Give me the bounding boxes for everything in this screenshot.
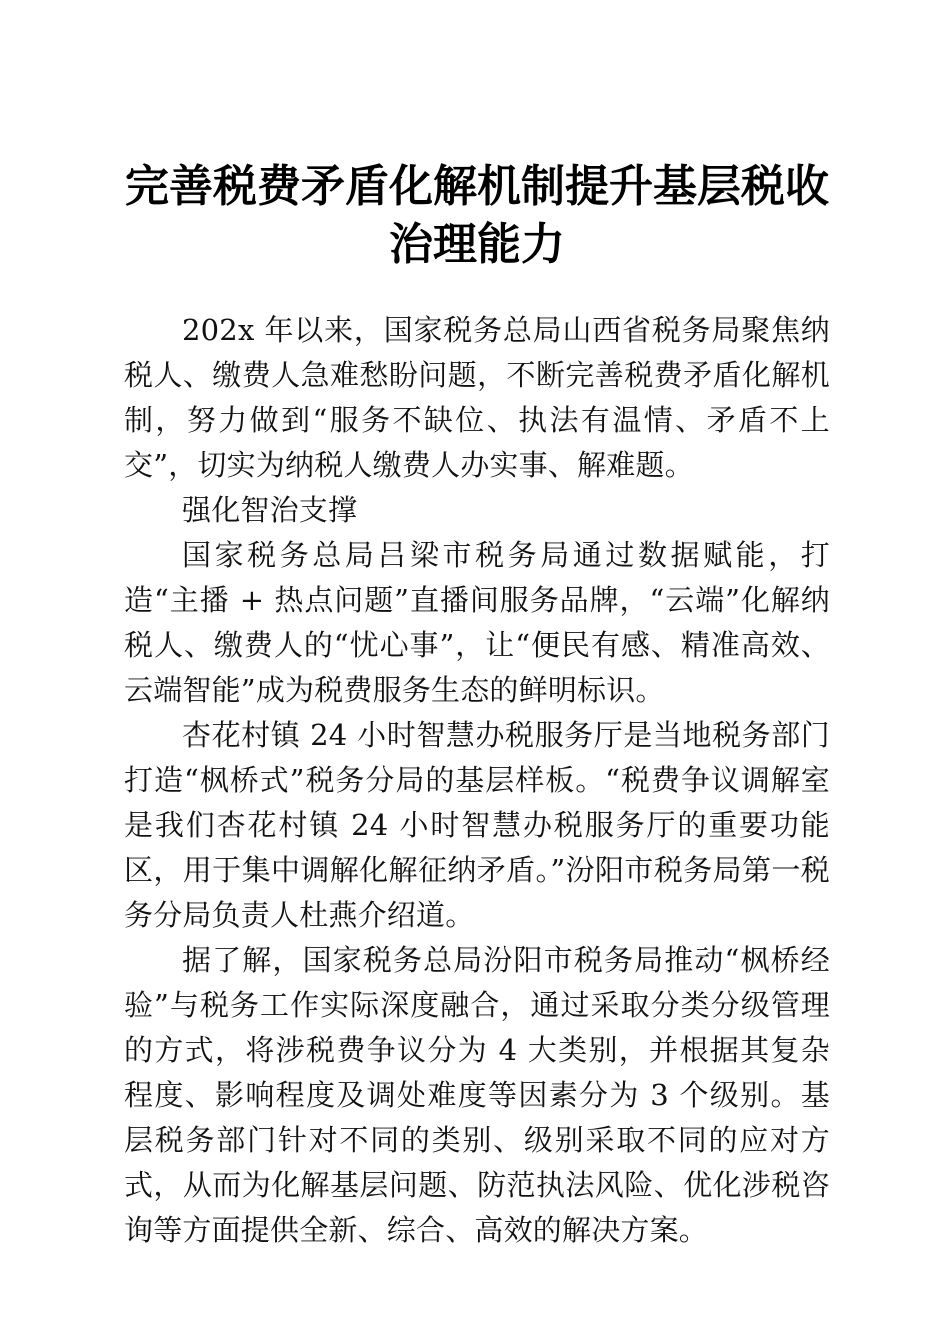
- subheading-1: 强化智治支撑: [182, 493, 358, 527]
- paragraph-3: 杏花村镇 24 小时智慧办税服务厅是当地税务部门打造“枫桥式”税务分局的基层样板。“税费争议调解室是我们杏花村镇 24 小时智慧办税服务厅的重要功能区，用于集中调解化解征纳矛盾。”汾阳市税务局第一税务分局负责人杜燕介绍道。: [124, 718, 830, 932]
- paragraph-2: 国家税务总局吕梁市税务局通过数据赋能，打造“主播 + 热点问题”直播间服务品牌，“云端”化解纳税人、缴费人的“忧心事”，让“便民有感、精准高效、云端智能”成为税费服务生态的鲜明标识。: [124, 538, 830, 707]
- document-content: [124, 0, 830, 1253]
- paragraph-1: 202x 年以来，国家税务总局山西省税务局聚焦纳税人、缴费人急难愁盼问题，不断完善税费矛盾化解机制，努力做到“服务不缺位、执法有温情、矛盾不上交”，切实为纳税人缴费人办实事、解难题。: [124, 313, 830, 482]
- page-title: 完善税费矛盾化解机制提升基层税收治理能力: [125, 161, 829, 270]
- paragraph-4: 据了解，国家税务总局汾阳市税务局推动“枫桥经验”与税务工作实际深度融合，通过采取分类分级管理的方式，将涉税费争议分为 4 大类别，并根据其复杂程度、影响程度及调处难度等因素分为 3 个级别。基层税务部门针对不同的类别、级别采取不同的应对方式，从而为化解基层问题、防范执法风险、优化涉税咨询等方面提供全新、综合、高效的解决方案。: [124, 943, 830, 1247]
- document-body: [124, 308, 830, 1253]
